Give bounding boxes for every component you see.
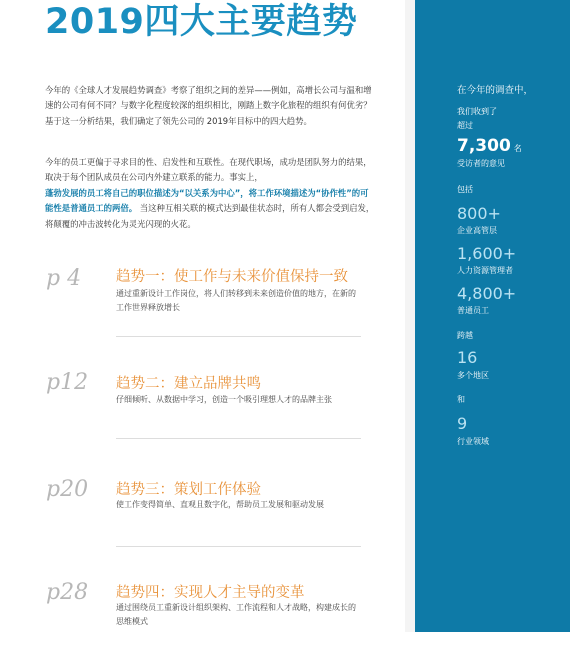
trend-item-2[interactable] bbox=[0, 370, 405, 450]
executives-value: 800+ bbox=[457, 204, 501, 223]
page-gutter bbox=[405, 0, 415, 632]
divider bbox=[116, 336, 361, 337]
including-label: 包括 bbox=[457, 185, 473, 194]
trend-title: 趋势三：策划工作体验 bbox=[116, 482, 261, 498]
trend-item-1[interactable] bbox=[0, 262, 405, 342]
received-line-1: 我们收到了 bbox=[457, 107, 497, 116]
trend-description: 使工作变得简单、直观且数字化，帮助员工发展和驱动发展 bbox=[116, 500, 324, 509]
total-unit: 名 bbox=[513, 144, 522, 153]
trend-title: 趋势四：实现人才主导的变革 bbox=[116, 585, 305, 601]
total-caption: 受访者的意见 bbox=[457, 159, 505, 168]
page-title: 2019四大主要趋势 bbox=[45, 2, 358, 42]
trend-title: 趋势二：建立品牌共鸣 bbox=[116, 376, 261, 392]
total-respondents bbox=[457, 136, 522, 156]
across-label: 跨越 bbox=[457, 331, 473, 340]
industries-label: 行业领域 bbox=[457, 437, 489, 446]
trend-description: 仔细倾听、从数据中学习，创造一个吸引理想人才的品牌主张 bbox=[116, 395, 332, 404]
intro-highlight: 蓬勃发展的员工将自己的职位描述为“以关系为中心”，将工作环境描述为“协作性”的可能性是普通员工的两倍。 bbox=[45, 187, 369, 214]
page-number: p20 bbox=[46, 477, 89, 502]
page-number: p28 bbox=[46, 580, 89, 605]
trend-item-3[interactable] bbox=[0, 475, 405, 555]
regions-value: 16 bbox=[457, 348, 478, 367]
employees-label: 普通员工 bbox=[457, 306, 489, 315]
regions-label: 多个地区 bbox=[457, 371, 489, 380]
employees-value: 4,800+ bbox=[457, 284, 517, 303]
intro-paragraph-2 bbox=[45, 155, 375, 232]
and-label: 和 bbox=[457, 395, 465, 404]
page-number: p 4 bbox=[46, 266, 82, 291]
page-number: p12 bbox=[46, 370, 89, 395]
total-value: 7,300 bbox=[457, 136, 511, 156]
hr-managers-value: 1,600+ bbox=[457, 244, 517, 263]
hr-managers-label: 人力资源管理者 bbox=[457, 266, 513, 275]
executives-label: 企业高管层 bbox=[457, 226, 497, 235]
intro-text-b: 当这种互相关联的模式达到最佳状态时，所有人都会受到启发，将颠覆的冲击波转化为灵光闪现的火花。 bbox=[45, 203, 375, 229]
divider bbox=[116, 546, 361, 547]
intro-paragraph-1: 今年的《全球人才发展趋势调查》考察了组织之间的差异——例如，高增长公司与温和增速的公司有何不同？与数字化程度较深的组织相比，刚踏上数字化旅程的组织有何优劣？基于这一分析结果，我们确定了领先公司的 2019年目标中的四大趋势。 bbox=[45, 85, 372, 126]
trend-item-4[interactable] bbox=[0, 578, 405, 658]
industries-value: 9 bbox=[457, 414, 468, 433]
sidebar-heading: 在今年的调查中， bbox=[457, 85, 534, 96]
trend-description: 通过重新设计工作岗位，将人们转移到未来创造价值的地方，在新的工作世界释放增长 bbox=[116, 289, 356, 312]
received-line-2: 超过 bbox=[457, 121, 473, 130]
divider bbox=[116, 438, 361, 439]
survey-sidebar bbox=[415, 0, 570, 632]
intro-text-a: 今年的员工更偏于寻求目的性、启发性和互联性。在现代职场，成功是团队努力的结果，取决于每个团队成员在公司内外建立联系的能力。事实上， bbox=[45, 157, 372, 183]
trend-description: 通过围绕员工重新设计组织架构、工作流程和人才战略，构建成长的思维模式 bbox=[116, 603, 356, 626]
trend-title: 趋势一：使工作与未来价值保持一致 bbox=[116, 269, 348, 285]
